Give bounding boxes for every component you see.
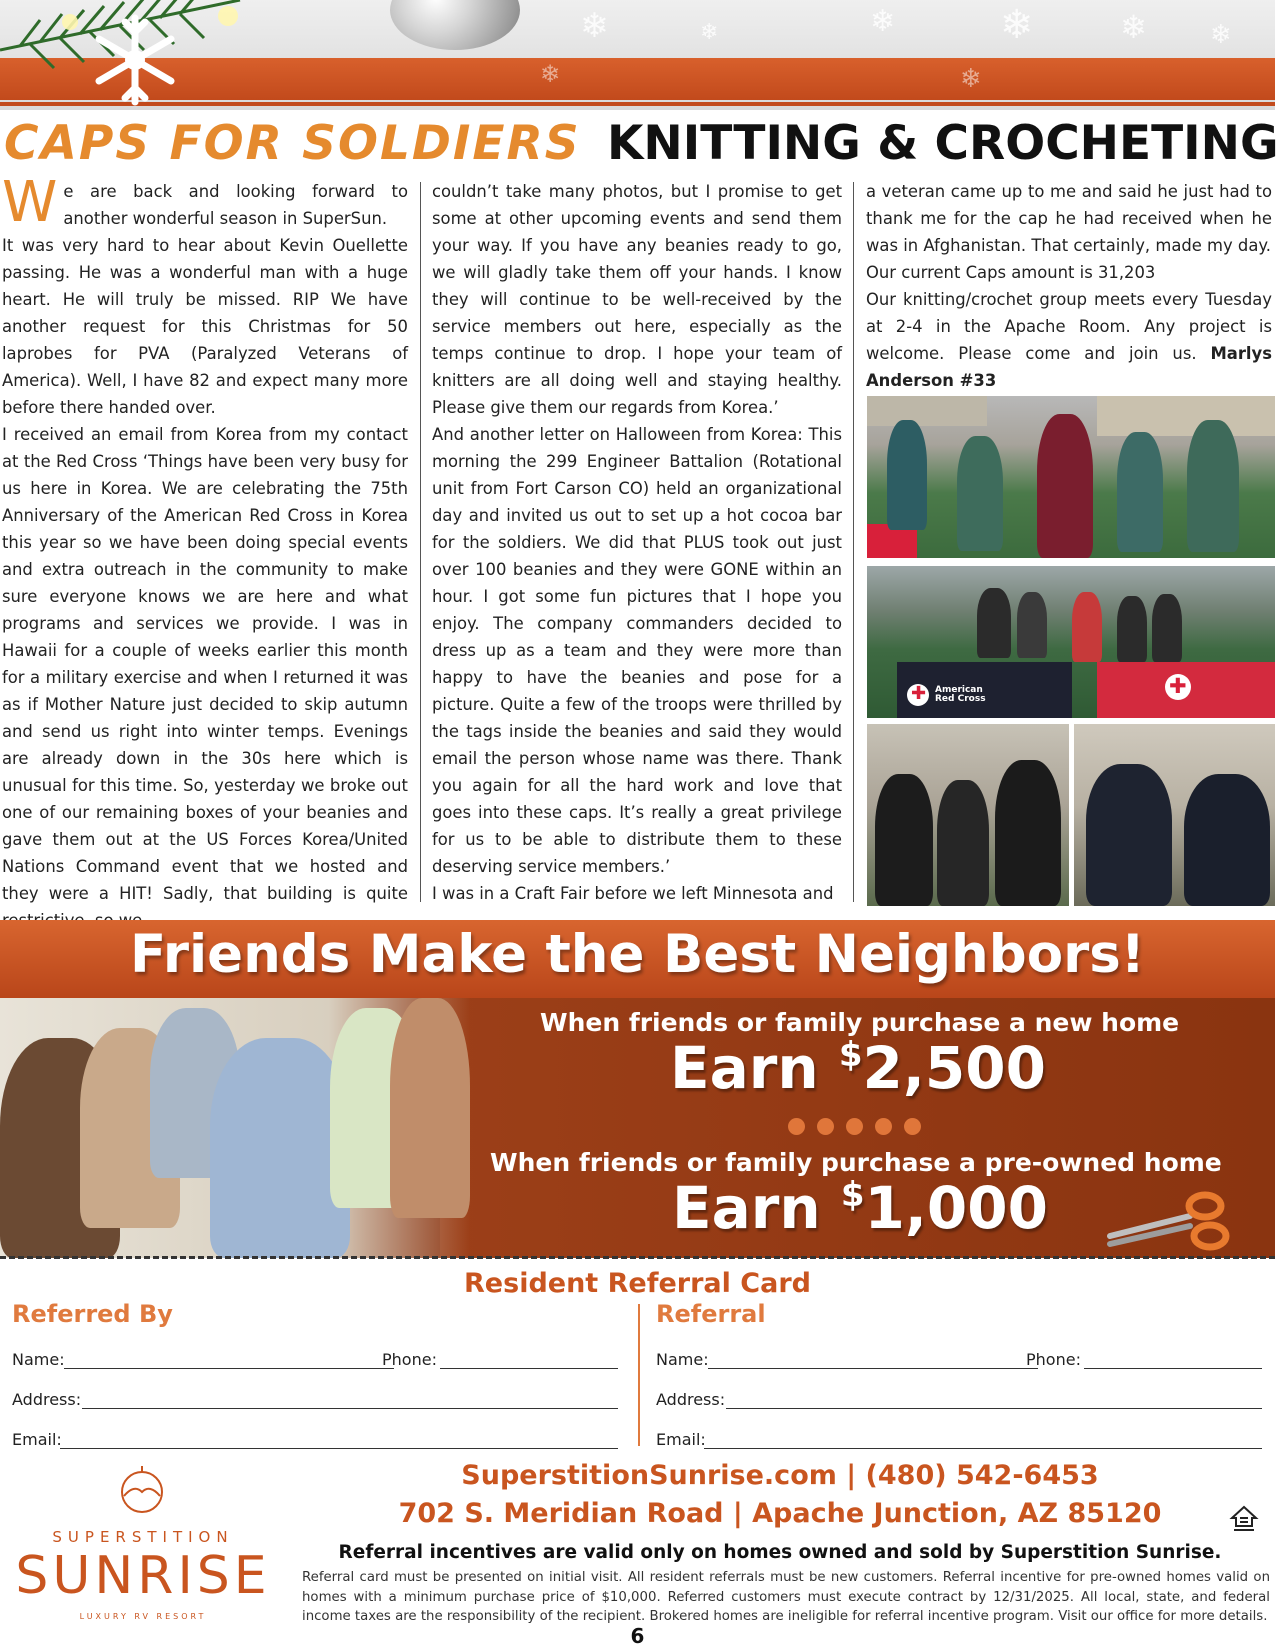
- referral-email-field[interactable]: [704, 1448, 1262, 1449]
- promo-new-home-line: When friends or family purchase a new home: [540, 1008, 1180, 1037]
- venom-costume-photo: [1074, 724, 1275, 906]
- promo-earn-preowned: Earn $1,000: [672, 1174, 1048, 1242]
- referrer-address-row: Address:: [12, 1390, 618, 1416]
- referrer-email-row: Email:: [12, 1430, 618, 1456]
- referrer-name-field[interactable]: [64, 1368, 394, 1369]
- scissors-icon: [1110, 1186, 1230, 1256]
- snowflake-icon: ❄: [1210, 20, 1232, 50]
- article-column-1: [2, 170, 408, 906]
- article-paragraph: I received an email from Korea from my contact at the Red Cross ‘Things have been very busy for us here in Korea. We are celebrating the 75th Anniversary of the American Red Cross in Korea this year so we have been doing special events and extra outreach in the community to make sure everyone knows we are here and what programs and services we provide. I was in Hawaii for a couple of weeks earlier this month for a military exercise and when I returned it was as if Mother Nature just decided to skip autumn and send us right into winter temps. Evenings are already down in the 30s here which is unusual for this time. So, yesterday we broke out one of our remaining boxes of your beanies and gave them out at the US Forces Korea/United Nations Command event that we hosted and they were a HIT! Sadly, that building is quite: [2, 425, 408, 903]
- snowflake-icon: ❄: [1000, 2, 1034, 48]
- logo-tagline: LUXURY RV RESORT: [79, 1612, 207, 1621]
- website-phone: SuperstitionSunrise.com | (480) 542-6453: [461, 1460, 1099, 1491]
- red-cross-staff-photo: [867, 724, 1069, 906]
- referrer-name-phone-row: Name: Phone:: [12, 1350, 618, 1376]
- holiday-banner: [0, 0, 1275, 110]
- ornament-icon: [390, 0, 520, 50]
- article-headline: [0, 116, 1279, 176]
- referrer-phone-field[interactable]: [440, 1368, 618, 1369]
- article-paragraph: It was very hard to hear about Kevin Ouellette passing. He was a wonderful man with a huge heart. He will truly be missed. RIP We have another request for this Christmas for 50 laprobes for PVA (Paralyzed Veterans of America). Well, I have 82 and expect many more before there handed over.: [2, 236, 408, 417]
- snowflake-icon: ❄: [1120, 8, 1147, 46]
- referral-phone-field[interactable]: [1084, 1368, 1262, 1369]
- article-paragraph: We are back and looking forward to another wonderful season in SuperSun.: [2, 170, 408, 235]
- snowflake-icon: ❄: [540, 60, 561, 88]
- promo-panel: [0, 998, 1275, 1258]
- referral-card-title: Resident Referral Card: [464, 1268, 811, 1299]
- page-number: 6: [630, 1624, 645, 1648]
- referral-email-row: Email:: [656, 1430, 1262, 1456]
- equal-housing-icon: [1230, 1504, 1258, 1534]
- referrer-email-field[interactable]: [60, 1448, 618, 1449]
- caps-count: Our current Caps amount is 31,203: [866, 263, 1156, 282]
- headline-knitting-crocheting: KNITTING & CROCHETING: [607, 116, 1279, 171]
- promo-preowned-home-line: When friends or family purchase a pre-owned home: [490, 1148, 1222, 1177]
- fine-print: Referral card must be presented on initial visit. All resident referrals must be new customers. Referral incentive for pre-owned homes valid on homes with a minimum purchase price of $10,000. Referred customers must execute contract by 12/31/2025. All local, state, and federal income taxes are the responsibility of the recipient. Brokered homes are ineligible for referral incentive program. Visit our office for more details.: [302, 1570, 1270, 1624]
- snowflake-icon: ❄: [580, 6, 609, 46]
- snowflake-icon: ❄: [960, 64, 982, 94]
- referral-address-row: Address:: [656, 1390, 1262, 1416]
- referrer-address-field[interactable]: [82, 1408, 618, 1409]
- article-paragraph: couldn’t take many photos, but I promise to get some at other upcoming events and send them your way. If you have any beanies ready to go, we will gladly take them off your hands. I know they will continue to be well-received by the service members out here, especially as the temps continue to drop. I hope your team of knitters are all doing well and staying healthy. Please give them our regards from Korea.’: [432, 182, 842, 417]
- cut-line: [0, 1256, 1275, 1259]
- soldiers-costume-photo: [867, 396, 1275, 558]
- referred-by-heading: Referred By: [12, 1300, 173, 1328]
- column-divider: [420, 182, 421, 902]
- article-paragraph: a veteran came up to me and said he just had to thank me for the cap he had received when he was in Afghanistan. That certainly, made my day.: [866, 182, 1272, 255]
- sun-logo-icon: [112, 1470, 172, 1514]
- article-paragraph: I was in a Craft Fair before we left Minnesota and: [432, 884, 834, 903]
- snowflake-icon: ❄: [870, 4, 896, 39]
- snowflake-icon: [85, 10, 185, 110]
- article-paragraph: And another letter on Halloween from Korea: This morning the 299 Engineer Battalion (Rotational unit from Fort Carson CO) held an organizational day and invited us out to set up a hot cocoa bar for the soldiers. We did that PLUS took out just over 100 beanies and they were GONE within an hour. I got some fun pictures that I hope you enjoy. The company commanders decided to dress up as a team and they were more than happy to have the beanies and pose for a picture. Quite a few of the troops were thrilled by the tags inside the beanies and said they would email the person whose name was there. Thank you again for all the hard work and love that goes into these caps. It’s really a great privilege for us to be able to distribute them to these deserving service members.’: [432, 425, 842, 876]
- drop-cap: W: [2, 170, 58, 235]
- article-paragraph: Our knitting/crochet group meets every Tuesday at 2-4 in the Apache Room. Any project is welcome. Please come and join us. Marlys Anderson #33: [866, 290, 1272, 390]
- referral-heading: Referral: [656, 1300, 766, 1328]
- column-divider: [853, 182, 854, 902]
- friends-dining-photo: [0, 998, 470, 1258]
- headline-caps-for-soldiers: CAPS FOR SOLDIERS: [4, 116, 581, 171]
- dot-divider: [788, 1118, 933, 1140]
- referral-name-field[interactable]: [708, 1368, 1038, 1369]
- promo-title: Friends Make the Best Neighbors!: [130, 924, 1145, 985]
- referral-address-field[interactable]: [726, 1408, 1262, 1409]
- logo-sunrise: SUNRISE: [15, 1546, 271, 1606]
- snowflake-icon: ❄: [700, 20, 719, 45]
- article-column-3: [866, 178, 1272, 398]
- incentive-validity: Referral incentives are valid only on homes owned and sold by Superstition Sunrise.: [338, 1542, 1222, 1563]
- hot-cocoa-bar-photo: ✚ American Red Cross ✚: [867, 566, 1275, 718]
- referral-name-phone-row: Name: Phone:: [656, 1350, 1262, 1376]
- article-column-2: [432, 178, 842, 906]
- author-byline: Marlys Anderson #33: [866, 344, 1272, 390]
- promo-earn-new: Earn $2,500: [670, 1034, 1046, 1102]
- resort-address: 702 S. Meridian Road | Apache Junction, AZ 85120: [398, 1498, 1162, 1529]
- card-divider: [638, 1304, 640, 1446]
- logo-superstition: SUPERSTITION: [52, 1528, 234, 1546]
- red-cross-banner: American Red Cross: [935, 685, 986, 704]
